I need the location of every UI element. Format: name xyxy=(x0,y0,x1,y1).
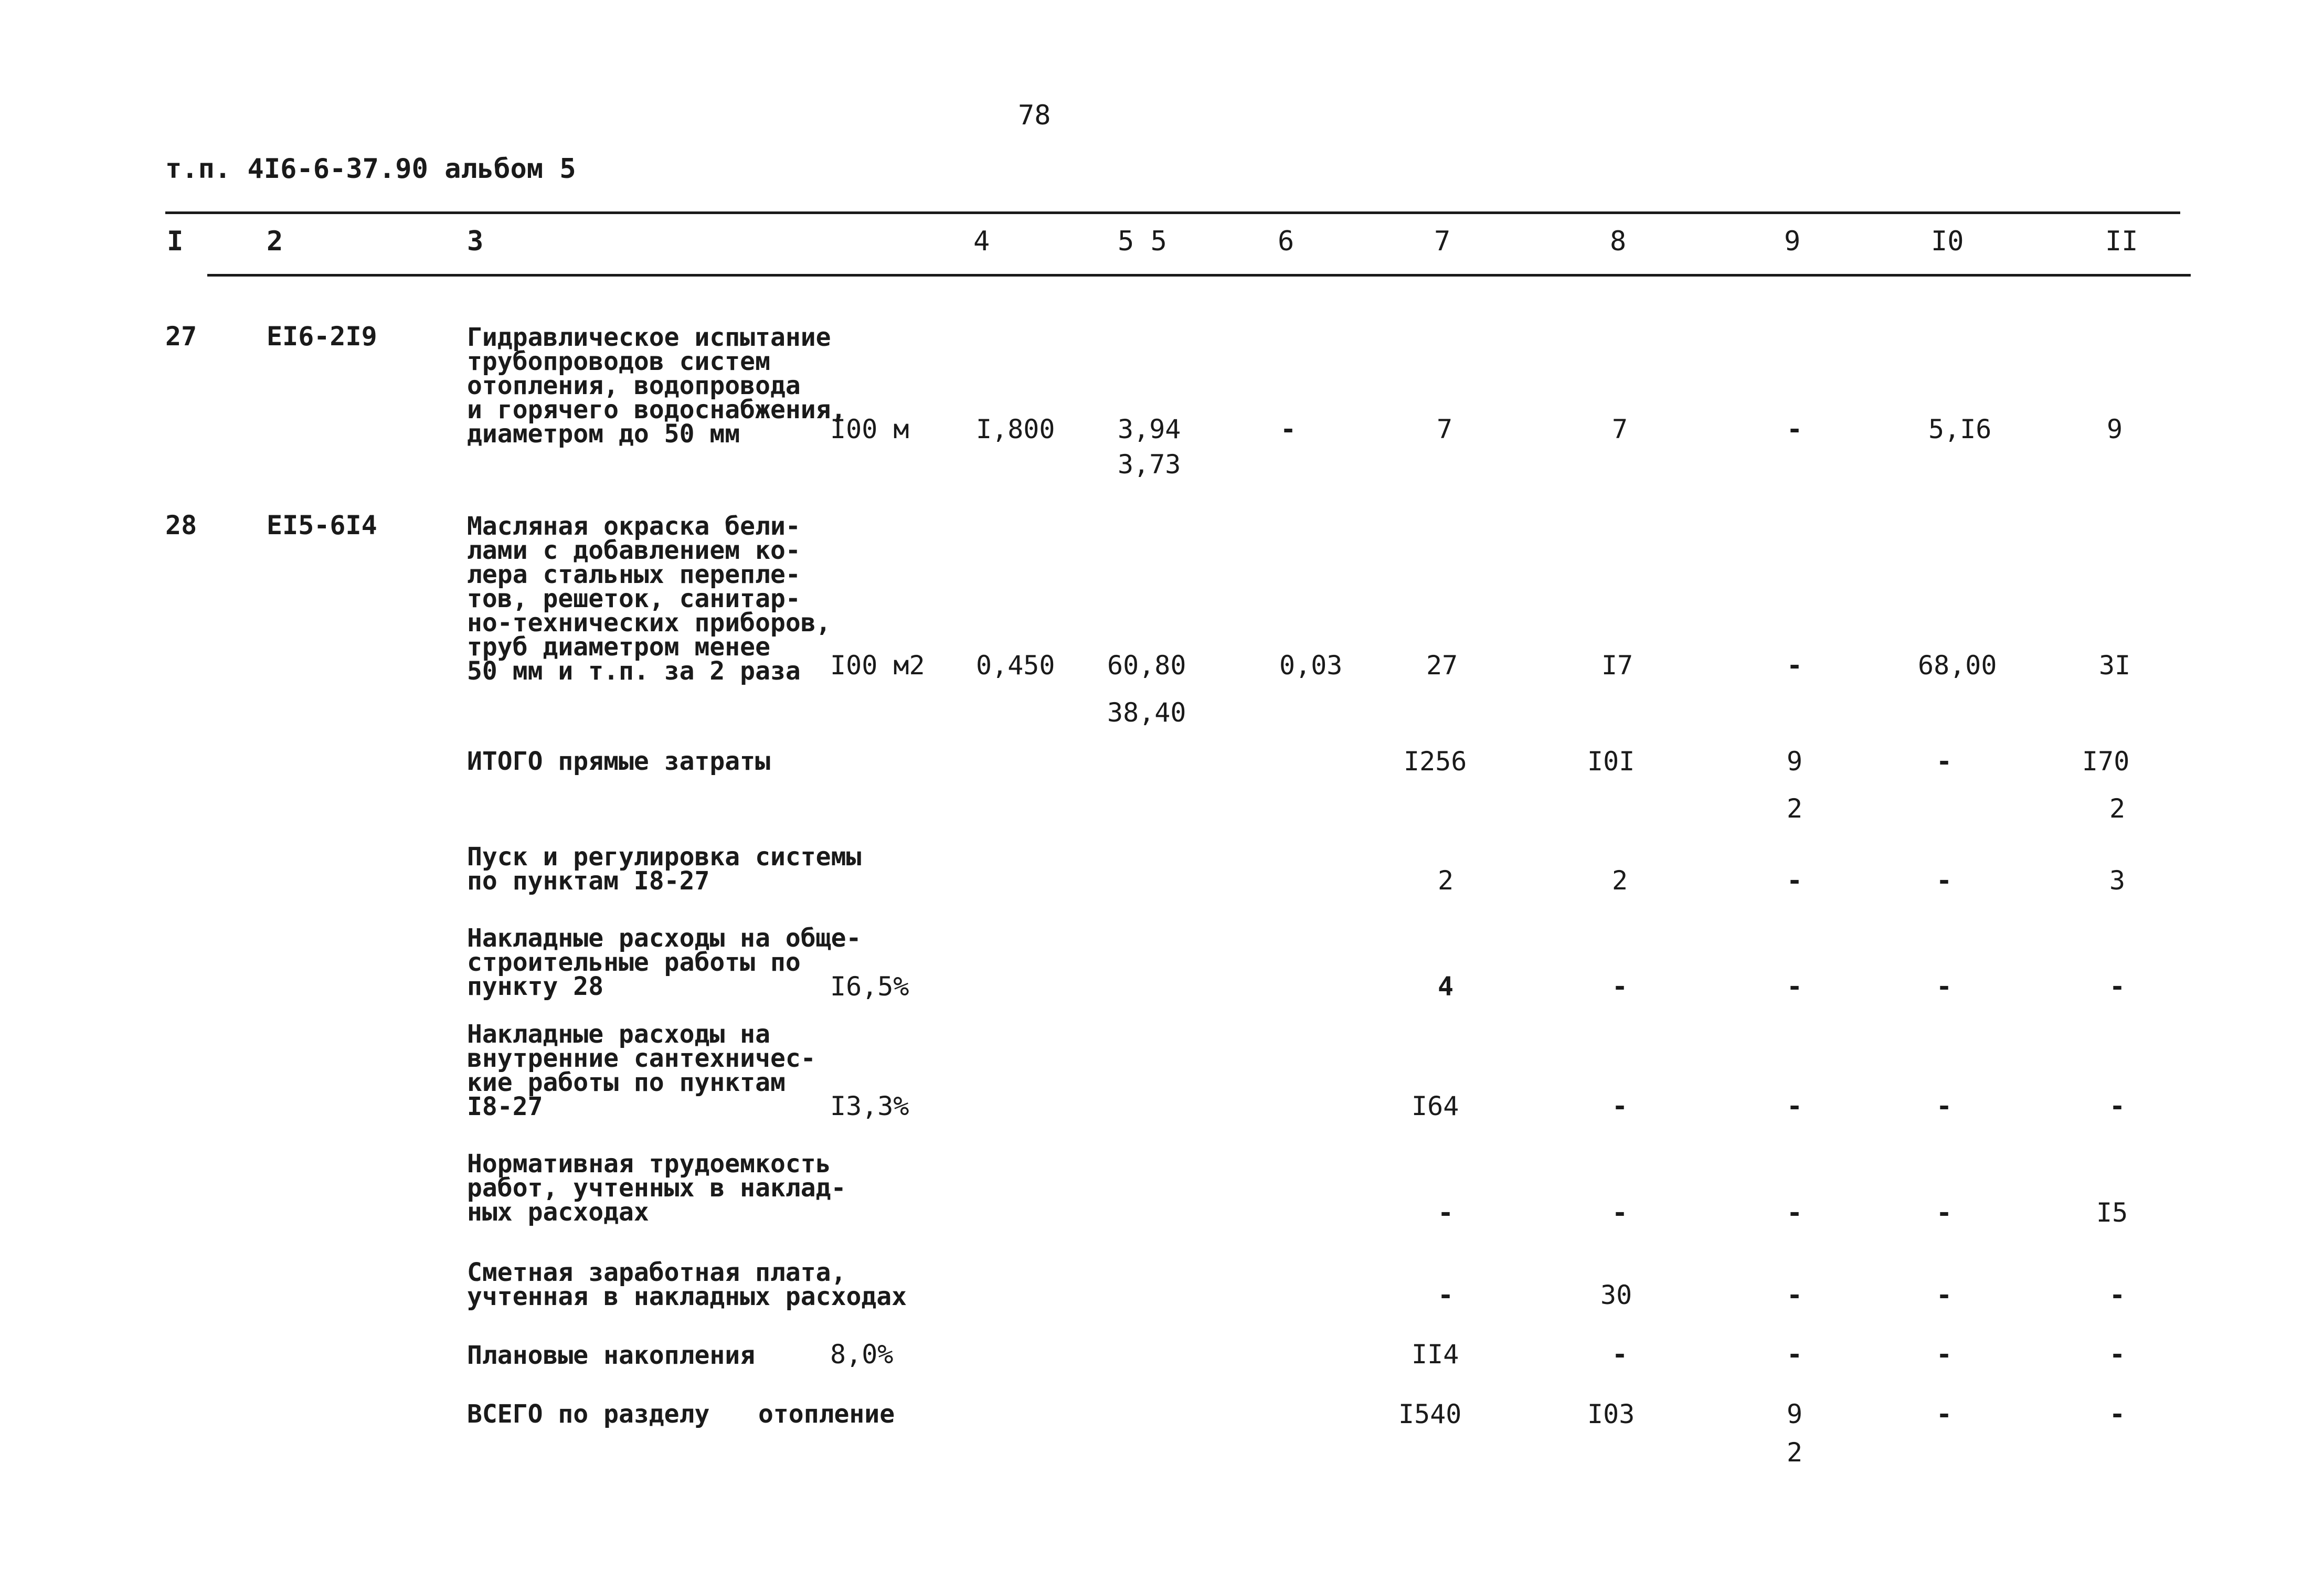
row-code: EI5-6I4 xyxy=(267,510,377,540)
row-col11: 3I xyxy=(2099,650,2131,681)
row-col5-subvalue: 3,73 xyxy=(1118,449,1181,480)
summary-col8: - xyxy=(1612,1339,1628,1370)
summary-label-line: Нормативная трудоемкость xyxy=(467,1149,831,1179)
column-header-11: II xyxy=(2105,226,2138,257)
summary-col11: - xyxy=(2109,1280,2126,1310)
summary-label xyxy=(467,842,862,896)
summary-col7: - xyxy=(1438,1280,1454,1310)
row-quantity: I,800 xyxy=(976,414,1055,444)
row-code: EI6-2I9 xyxy=(267,321,377,352)
summary-col9: 9 xyxy=(1787,746,1803,777)
summary-rate: 8,0% xyxy=(830,1339,894,1370)
row-quantity: 0,450 xyxy=(976,650,1055,681)
summary-col11: 3 xyxy=(2109,865,2126,896)
row-col8: 7 xyxy=(1612,414,1628,444)
row-col6: 0,03 xyxy=(1279,650,1343,681)
summary-col9: - xyxy=(1787,1091,1803,1121)
table-top-rule xyxy=(165,211,2180,214)
table-header-rule xyxy=(207,274,2191,277)
summary-label xyxy=(467,1341,756,1370)
summary-col11: I5 xyxy=(2096,1197,2128,1228)
description-line: отопления, водопровода xyxy=(467,371,801,400)
summary-label xyxy=(467,747,770,776)
column-header-10: I0 xyxy=(1931,226,1964,257)
row-col7: 7 xyxy=(1437,414,1453,444)
row-col9: - xyxy=(1787,414,1803,444)
summary-col9: 9 xyxy=(1787,1399,1803,1429)
summary-label-line: ИТОГО прямые затраты xyxy=(467,747,770,776)
summary-col7: I256 xyxy=(1404,746,1467,777)
summary-col8: I0I xyxy=(1587,746,1635,777)
row-col9: - xyxy=(1787,650,1803,681)
summary-label xyxy=(467,1260,907,1309)
row-col5-value: 3,94 xyxy=(1118,414,1181,444)
column-header-1: I xyxy=(167,226,184,257)
row-description xyxy=(467,323,846,449)
description-line: Масляная окраска бели- xyxy=(467,512,801,541)
column-header-7: 7 xyxy=(1434,226,1451,257)
summary-label xyxy=(467,1149,846,1227)
summary-col10: - xyxy=(1936,865,1952,896)
summary-col7: I64 xyxy=(1412,1091,1459,1121)
summary-col11: I70 xyxy=(2082,746,2130,777)
summary-label-line: внутренние сантехничес- xyxy=(467,1044,816,1073)
column-header-9: 9 xyxy=(1784,226,1801,257)
column-header-5: 5 5 xyxy=(1118,226,1167,257)
description-line: лами с добавлением ко- xyxy=(467,536,801,565)
summary-label-line: кие работы по пунктам xyxy=(467,1068,786,1097)
summary-col10: - xyxy=(1936,971,1952,1002)
row-col5-subvalue: 38,40 xyxy=(1107,697,1186,728)
summary-label-line: ных расходах xyxy=(467,1197,649,1227)
summary-col7: I540 xyxy=(1398,1399,1462,1429)
summary-col10: - xyxy=(1936,1280,1952,1310)
description-line: трубопроводов систем xyxy=(467,347,770,376)
description-line: но-технических приборов, xyxy=(467,608,831,638)
summary-col8: 2 xyxy=(1612,865,1628,896)
row-col10: 5,I6 xyxy=(1928,414,1992,444)
summary-label xyxy=(467,926,861,999)
summary-label-line: I8-27 xyxy=(467,1092,543,1121)
document-header: т.п. 4I6-6-37.90 альбом 5 xyxy=(165,153,576,185)
row-col11: 9 xyxy=(2107,414,2123,444)
summary-label-line: пункту 28 xyxy=(467,972,604,1001)
summary-col8: - xyxy=(1612,971,1628,1002)
summary-col8: - xyxy=(1612,1091,1628,1121)
summary-col11: - xyxy=(2109,1091,2126,1121)
summary-label-line: работ, учтенных в наклад- xyxy=(467,1173,846,1203)
row-col6: - xyxy=(1280,414,1297,444)
summary-label-line: Пуск и регулировка системы xyxy=(467,842,862,872)
description-line: диаметром до 50 мм xyxy=(467,419,740,449)
description-line: труб диаметром менее xyxy=(467,632,770,662)
summary-label xyxy=(467,1022,816,1119)
description-line: тов, решеток, санитар- xyxy=(467,584,801,613)
row-col8: I7 xyxy=(1601,650,1633,681)
summary-section-name: отопление xyxy=(758,1399,895,1429)
row-unit: I00 м xyxy=(830,414,909,444)
column-header-6: 6 xyxy=(1278,226,1294,257)
summary-label-line: Накладные расходы на обще- xyxy=(467,924,862,953)
summary-col7: - xyxy=(1438,1197,1454,1228)
summary-col9-sub: 2 xyxy=(1787,793,1803,824)
summary-col8: I03 xyxy=(1587,1399,1635,1429)
summary-col9-sub: 2 xyxy=(1787,1437,1803,1468)
summary-col11: - xyxy=(2109,1339,2126,1370)
summary-label-line: Плановые накопления xyxy=(467,1341,756,1370)
summary-col11: - xyxy=(2109,1399,2126,1429)
summary-col10: - xyxy=(1936,1399,1952,1429)
summary-col11: - xyxy=(2109,971,2126,1002)
summary-col9: - xyxy=(1787,1197,1803,1228)
column-header-4: 4 xyxy=(973,226,990,257)
row-number: 28 xyxy=(165,510,197,540)
row-col7: 27 xyxy=(1426,650,1458,681)
summary-col8: - xyxy=(1612,1197,1628,1228)
description-line: 50 мм и т.п. за 2 раза xyxy=(467,656,801,686)
summary-rate: I6,5% xyxy=(830,971,909,1002)
summary-col10: - xyxy=(1936,1091,1952,1121)
summary-col9: - xyxy=(1787,865,1803,896)
row-col10: 68,00 xyxy=(1918,650,1997,681)
summary-col10: - xyxy=(1936,1197,1952,1228)
row-description xyxy=(467,512,831,686)
summary-col10: - xyxy=(1936,746,1952,777)
summary-label-line: Накладные расходы на xyxy=(467,1020,770,1049)
summary-col7: 2 xyxy=(1438,865,1454,896)
column-header-3: 3 xyxy=(467,226,484,257)
summary-col9: - xyxy=(1787,1339,1803,1370)
summary-col9: - xyxy=(1787,971,1803,1002)
summary-label-line: Сметная заработная плата, xyxy=(467,1258,846,1287)
summary-col9: - xyxy=(1787,1280,1803,1310)
page-number: 78 xyxy=(1018,100,1051,131)
description-line: лера стальных перепле- xyxy=(467,560,801,589)
column-header-8: 8 xyxy=(1610,226,1627,257)
row-unit: I00 м2 xyxy=(830,650,925,681)
summary-col11-sub: 2 xyxy=(2109,793,2126,824)
summary-label-line: ВСЕГО по разделу xyxy=(467,1399,710,1429)
row-col5-value: 60,80 xyxy=(1107,650,1186,681)
summary-label-line: по пунктам I8-27 xyxy=(467,866,710,896)
summary-label-line: строительные работы по xyxy=(467,948,801,977)
summary-col7: II4 xyxy=(1412,1339,1459,1370)
summary-rate: I3,3% xyxy=(830,1091,909,1121)
summary-col8: 30 xyxy=(1600,1280,1632,1310)
description-line: и горячего водоснабжения, xyxy=(467,395,846,425)
summary-label xyxy=(467,1399,710,1429)
summary-label-line: учтенная в накладных расходах xyxy=(467,1282,907,1311)
summary-col7: 4 xyxy=(1438,971,1454,1002)
summary-col10: - xyxy=(1936,1339,1952,1370)
column-header-2: 2 xyxy=(267,226,283,257)
description-line: Гидравлическое испытание xyxy=(467,323,831,352)
row-number: 27 xyxy=(165,321,197,352)
